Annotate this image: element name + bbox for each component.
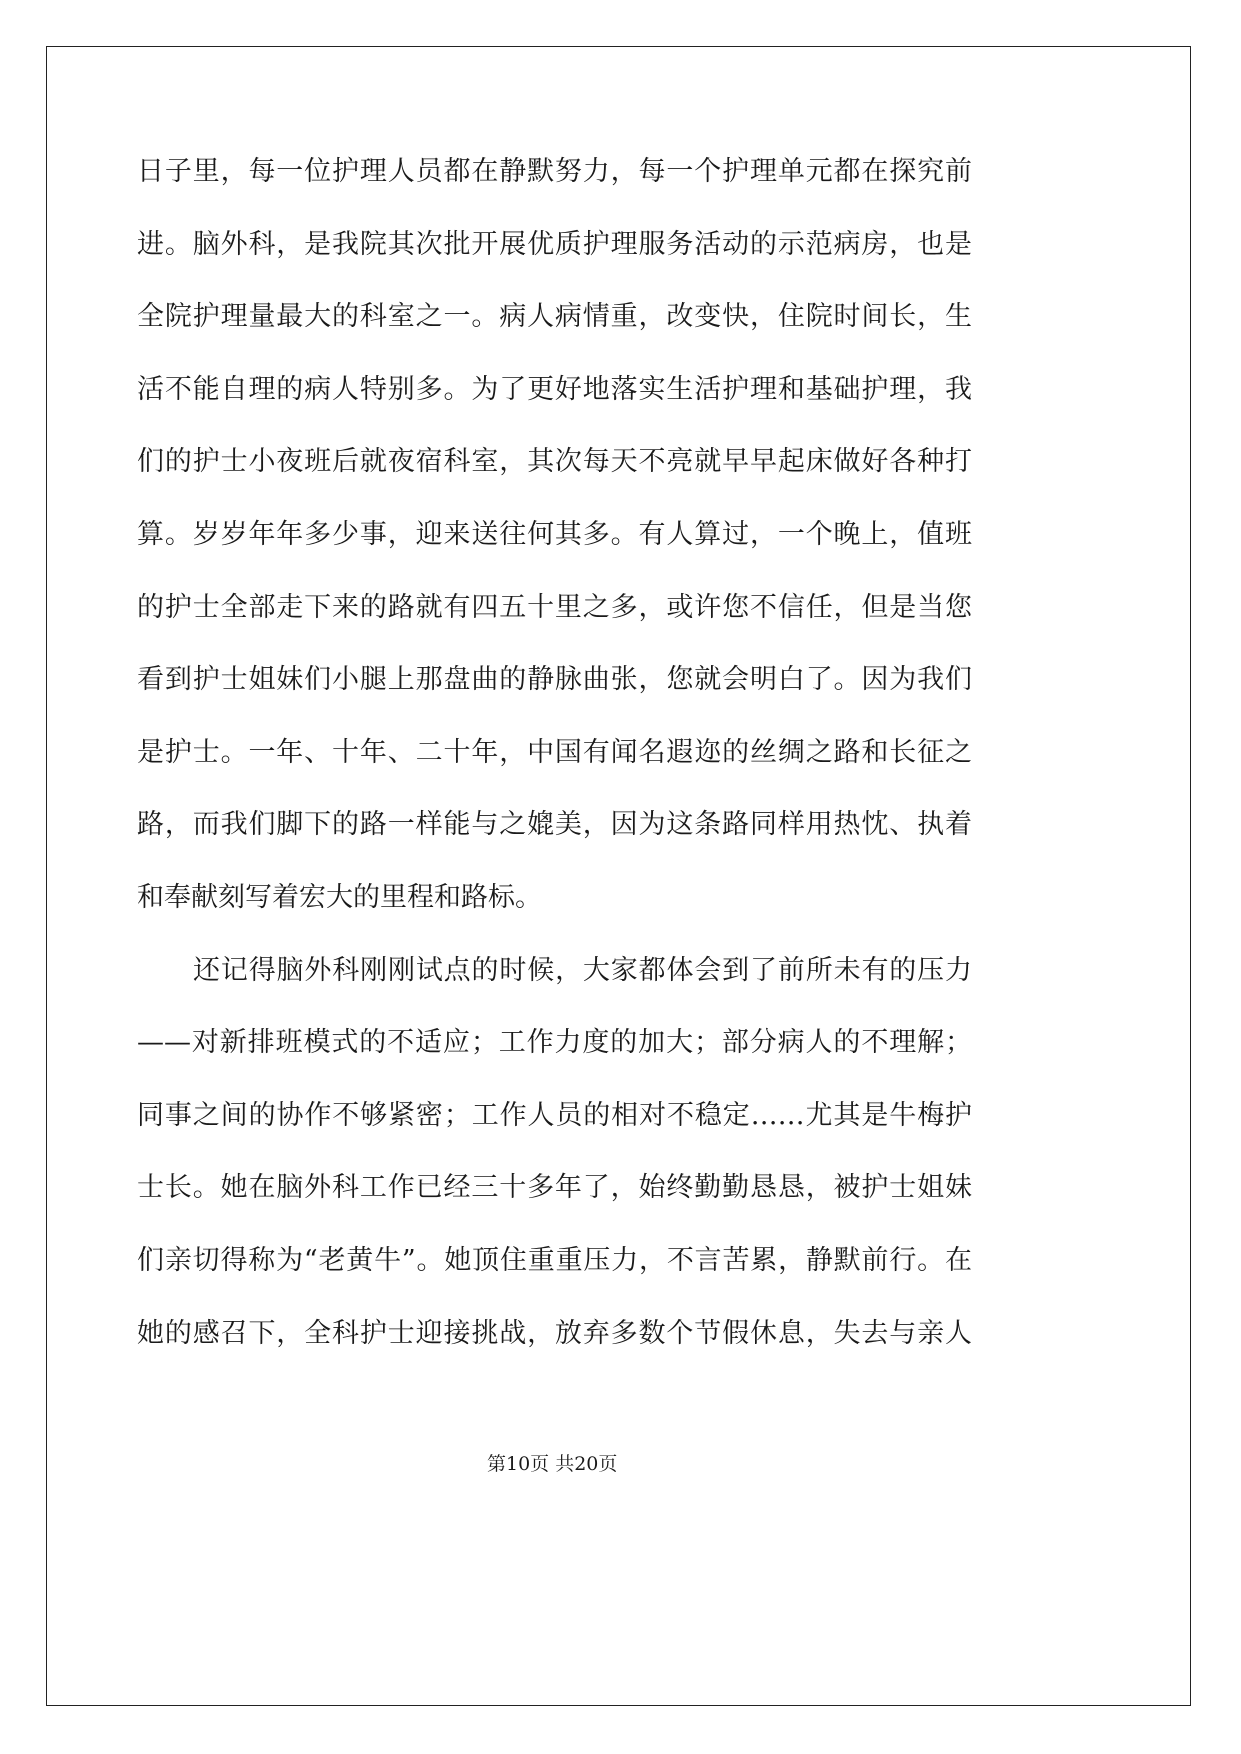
document-body — [137, 136, 972, 1370]
text-line: 算。岁岁年年多少事，迎来送往何其多。有人算过，一个晚上，值班 — [137, 518, 972, 550]
text-line: 全院护理量最大的科室之一。病人病情重，改变快，住院时间长，生 — [137, 301, 972, 333]
text-line: 同事之间的协作不够紧密；工作人员的相对不稳定……尤其是牛梅护 — [137, 1099, 972, 1131]
page-number-footer: 第10页 共20页 — [487, 1453, 618, 1475]
paragraph-start-line: 还记得脑外科刚刚试点的时候，大家都体会到了前所未有的压力 — [193, 954, 972, 986]
text-line: 她的感召下，全科护士迎接挑战，放弃多数个节假休息，失去与亲人 — [137, 1317, 972, 1349]
text-line: 们亲切得称为“老黄牛”。她顶住重重压力，不言苦累，静默前行。在 — [137, 1244, 972, 1276]
paragraph-end-line: 和奉献刻写着宏大的里程和路标。 — [137, 881, 542, 913]
text-line: 路，而我们脚下的路一样能与之媲美，因为这条路同样用热忱、执着 — [137, 809, 972, 841]
text-line: 日子里，每一位护理人员都在静默努力，每一个护理单元都在探究前 — [137, 156, 972, 187]
text-line: ——对新排班模式的不适应；工作力度的加大；部分病人的不理解； — [137, 1027, 972, 1059]
text-line: 看到护士姐妹们小腿上那盘曲的静脉曲张，您就会明白了。因为我们 — [137, 664, 972, 696]
text-line: 进。脑外科，是我院其次批开展优质护理服务活动的示范病房，也是 — [137, 228, 972, 260]
text-line: 的护士全部走下来的路就有四五十里之多，或许您不信任，但是当您 — [137, 591, 972, 623]
text-line: 是护士。一年、十年、二十年，中国有闻名遐迩的丝绸之路和长征之 — [137, 736, 972, 768]
text-line: 们的护士小夜班后就夜宿科室，其次每天不亮就早早起床做好各种打 — [137, 446, 972, 478]
text-line: 活不能自理的病人特别多。为了更好地落实生活护理和基础护理，我 — [137, 373, 972, 405]
text-line: 士长。她在脑外科工作已经三十多年了，始终勤勤恳恳，被护士姐妹 — [137, 1172, 972, 1204]
